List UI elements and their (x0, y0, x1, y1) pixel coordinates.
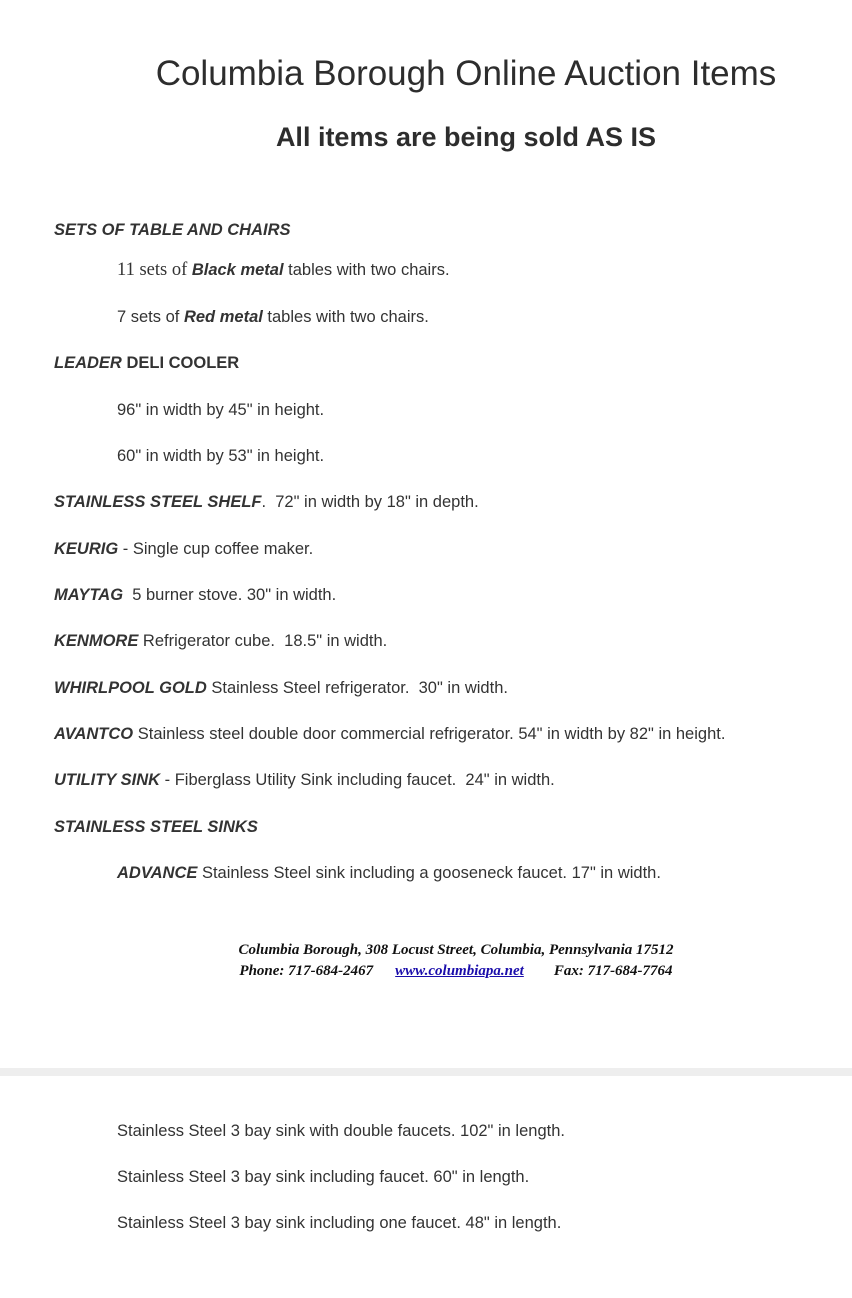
maytag-desc: 5 burner stove. 30" in width. (123, 586, 337, 604)
keurig-item (54, 539, 313, 559)
bay-sink-2: Stainless Steel 3 bay sink including faucet. 60" in length. (117, 1168, 530, 1186)
deli-cooler-size-2: 60" in width by 53" in height. (117, 447, 325, 465)
footer-website-link[interactable]: www.columbiapa.net (395, 963, 524, 979)
whirlpool-item (54, 678, 508, 698)
deli-cooler-label: DELI COOLER (126, 354, 240, 372)
keurig-brand: KEURIG (54, 540, 119, 558)
shelf-desc: . 72" in width by 18" in depth. (261, 493, 479, 511)
avantco-brand: AVANTCO (54, 725, 134, 743)
kenmore-item (54, 631, 387, 651)
deli-cooler-brand: LEADER (54, 354, 122, 372)
kenmore-brand: KENMORE (54, 632, 139, 650)
utility-sink-brand: UTILITY SINK (54, 771, 161, 789)
page-subtitle: All items are being sold AS IS (275, 122, 657, 152)
maytag-item (54, 585, 336, 605)
bay-sink-3: Stainless Steel 3 bay sink including one faucet. 48" in length. (117, 1214, 562, 1232)
sinks-heading: STAINLESS STEEL SINKS (54, 818, 258, 836)
black-tables-desc: tables with two chairs. (288, 261, 450, 279)
shelf-brand: STAINLESS STEEL SHELF (54, 493, 262, 511)
utility-sink-item (54, 770, 555, 790)
keurig-desc: - Single cup coffee maker. (118, 540, 314, 558)
page-title: Columbia Borough Online Auction Items (155, 54, 777, 93)
kenmore-desc: Refrigerator cube. 18.5" in width. (138, 632, 388, 650)
deli-cooler-size-1: 96" in width by 45" in height. (117, 401, 325, 419)
whirlpool-brand: WHIRLPOOL GOLD (54, 679, 207, 697)
tables-heading: SETS OF TABLE AND CHAIRS (54, 221, 291, 239)
black-tables-color: Black metal (191, 261, 284, 279)
footer-contact (0, 963, 852, 980)
utility-sink-desc: - Fiberglass Utility Sink including faucet. 24" in width. (160, 771, 555, 789)
shelf-item (54, 492, 479, 512)
red-tables-item (117, 307, 429, 327)
footer-fax: Fax: 717-684-7764 (553, 963, 673, 979)
avantco-item (54, 724, 725, 744)
maytag-brand: MAYTAG (54, 586, 124, 604)
red-tables-color: Red metal (183, 308, 263, 326)
advance-brand: ADVANCE (117, 864, 198, 882)
whirlpool-desc: Stainless Steel refrigerator. 30" in width. (206, 679, 508, 697)
deli-cooler-heading (54, 353, 239, 373)
red-tables-desc: tables with two chairs. (267, 308, 429, 326)
footer-phone: Phone: 717-684-2467 (239, 963, 374, 979)
page-separator (0, 1068, 852, 1076)
black-tables-count: 11 sets of (117, 260, 188, 280)
avantco-desc: Stainless steel double door commercial refrigerator. 54" in width by 82" in height. (133, 725, 726, 743)
advance-sink-item (117, 863, 661, 883)
bay-sink-1: Stainless Steel 3 bay sink with double faucets. 102" in length. (117, 1122, 565, 1140)
red-tables-count: 7 sets of (117, 308, 180, 326)
page-2 (0, 1076, 852, 1298)
footer-address: Columbia Borough, 308 Locust Street, Columbia, Pennsylvania 17512 (238, 942, 674, 958)
advance-desc: Stainless Steel sink including a gooseneck faucet. 17" in width. (197, 864, 661, 882)
black-tables-item (117, 260, 450, 280)
